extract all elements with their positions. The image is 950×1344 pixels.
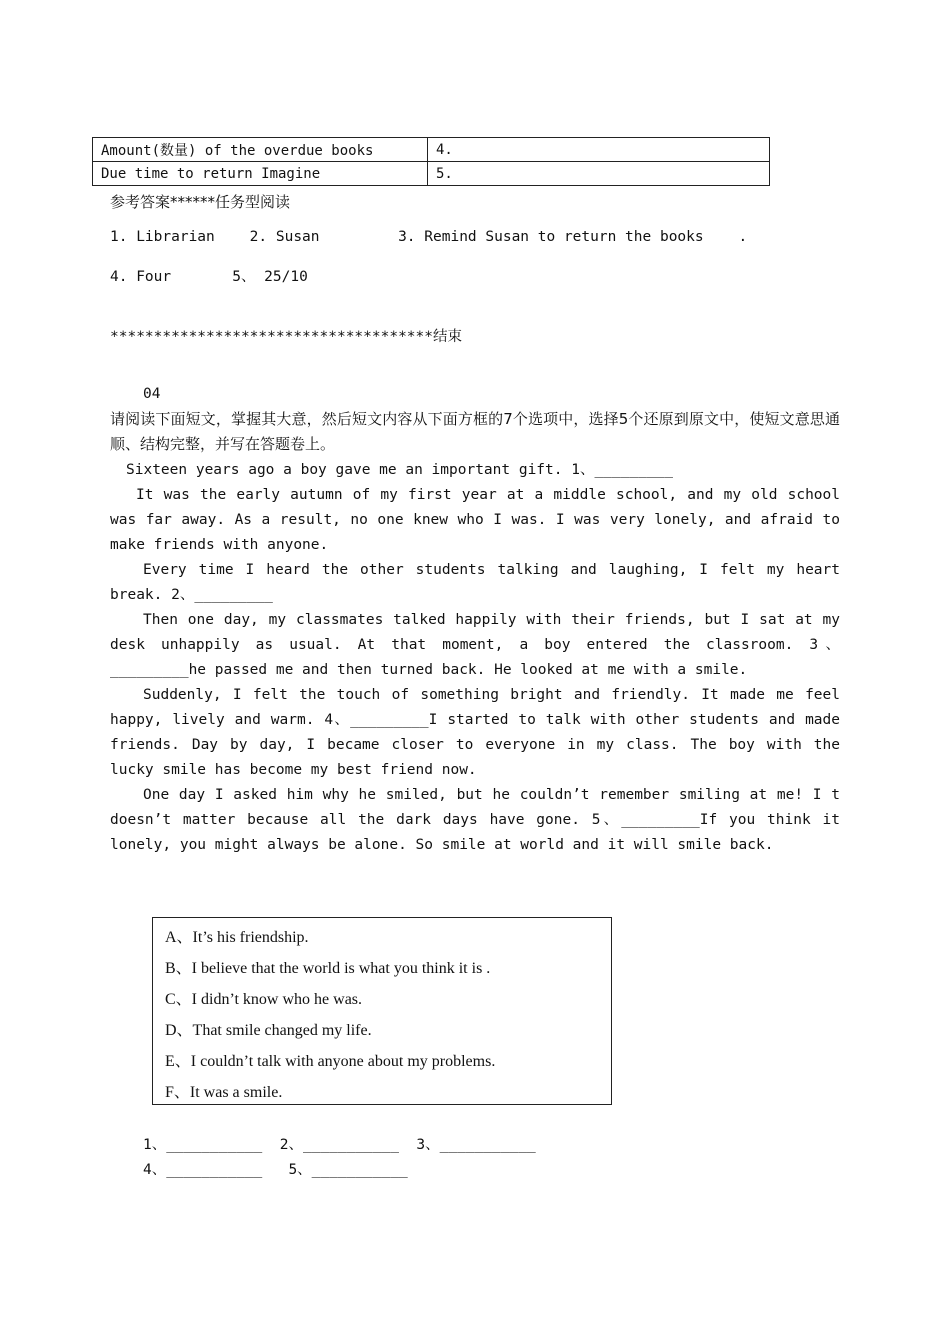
answer-blanks-line-1: 1、___________ 2、___________ 3、___________: [143, 1137, 536, 1153]
section-number: 04: [143, 386, 161, 402]
table-cell-value: 5.: [428, 162, 770, 186]
table-cell-label: Due time to return Imagine: [93, 162, 428, 186]
passage-paragraph: One day I asked him why he smiled, but he couldn’t remember smiling at me! I t doesn’t matter because all the dark days have gone. 5、_________If you think it lonely, you might always be alone. So smile at world and it will smile back.: [110, 787, 840, 853]
end-marker: *************************************结束: [110, 329, 463, 345]
table-row: [93, 138, 770, 162]
passage-paragraph: Sixteen years ago a boy gave me an important gift. 1、_________: [126, 462, 674, 478]
option-item: F、It was a smile.: [165, 1084, 283, 1101]
option-item: D、That smile changed my life.: [165, 1022, 372, 1039]
options-box: [152, 917, 612, 1105]
passage-paragraph: Every time I heard the other students talking and laughing, I felt my heart break. 2、_________: [110, 562, 840, 603]
answers-line-1: 1. Librarian 2. Susan 3. Remind Susan to return the books .: [110, 229, 748, 245]
passage: [110, 458, 840, 858]
answers-header: 参考答案******任务型阅读: [110, 193, 291, 211]
answers-line-2: 4. Four 5、 25/10: [110, 269, 308, 285]
table-cell-value: 4.: [428, 138, 770, 162]
answer-blanks-line-2: 4、___________ 5、___________: [143, 1162, 408, 1178]
passage-paragraph: It was the early autumn of my first year at a middle school, and my old school was far away. As a result, no one knew who I was. I was very lonely, and afraid to make friends with anyone.: [110, 487, 840, 553]
instructions-text: 请阅读下面短文，掌握其大意，然后短文内容从下面方框的7个选项中，选择5个还原到原文中，使短文意思通顺、结构完整，并写在答题卷上。: [110, 410, 840, 453]
instructions: [110, 407, 840, 457]
option-item: C、I didn’t know who he was.: [165, 991, 363, 1008]
option-item: E、I couldn’t talk with anyone about my problems.: [165, 1053, 496, 1070]
option-item: B、I believe that the world is what you think it is .: [165, 960, 491, 977]
table-row: [93, 162, 770, 186]
option-item: A、It’s his friendship.: [165, 929, 309, 946]
passage-paragraph: Suddenly, I felt the touch of something bright and friendly. It made me feel happy, lively and warm. 4、_________I started to talk with other students and made friends. Day by day, I became closer to everyone in my class. The boy with the lucky smile has become my best friend now.: [110, 687, 840, 778]
passage-paragraph: Then one day, my classmates talked happily with their friends, but I sat at my desk unhappily as usual. At that moment, a boy entered the classroom. 3、_________he passed me and then turned back. He looked at me with a smile.: [110, 612, 840, 678]
overdue-books-table: [92, 137, 770, 186]
table-cell-label: Amount(数量) of the overdue books: [93, 138, 428, 162]
